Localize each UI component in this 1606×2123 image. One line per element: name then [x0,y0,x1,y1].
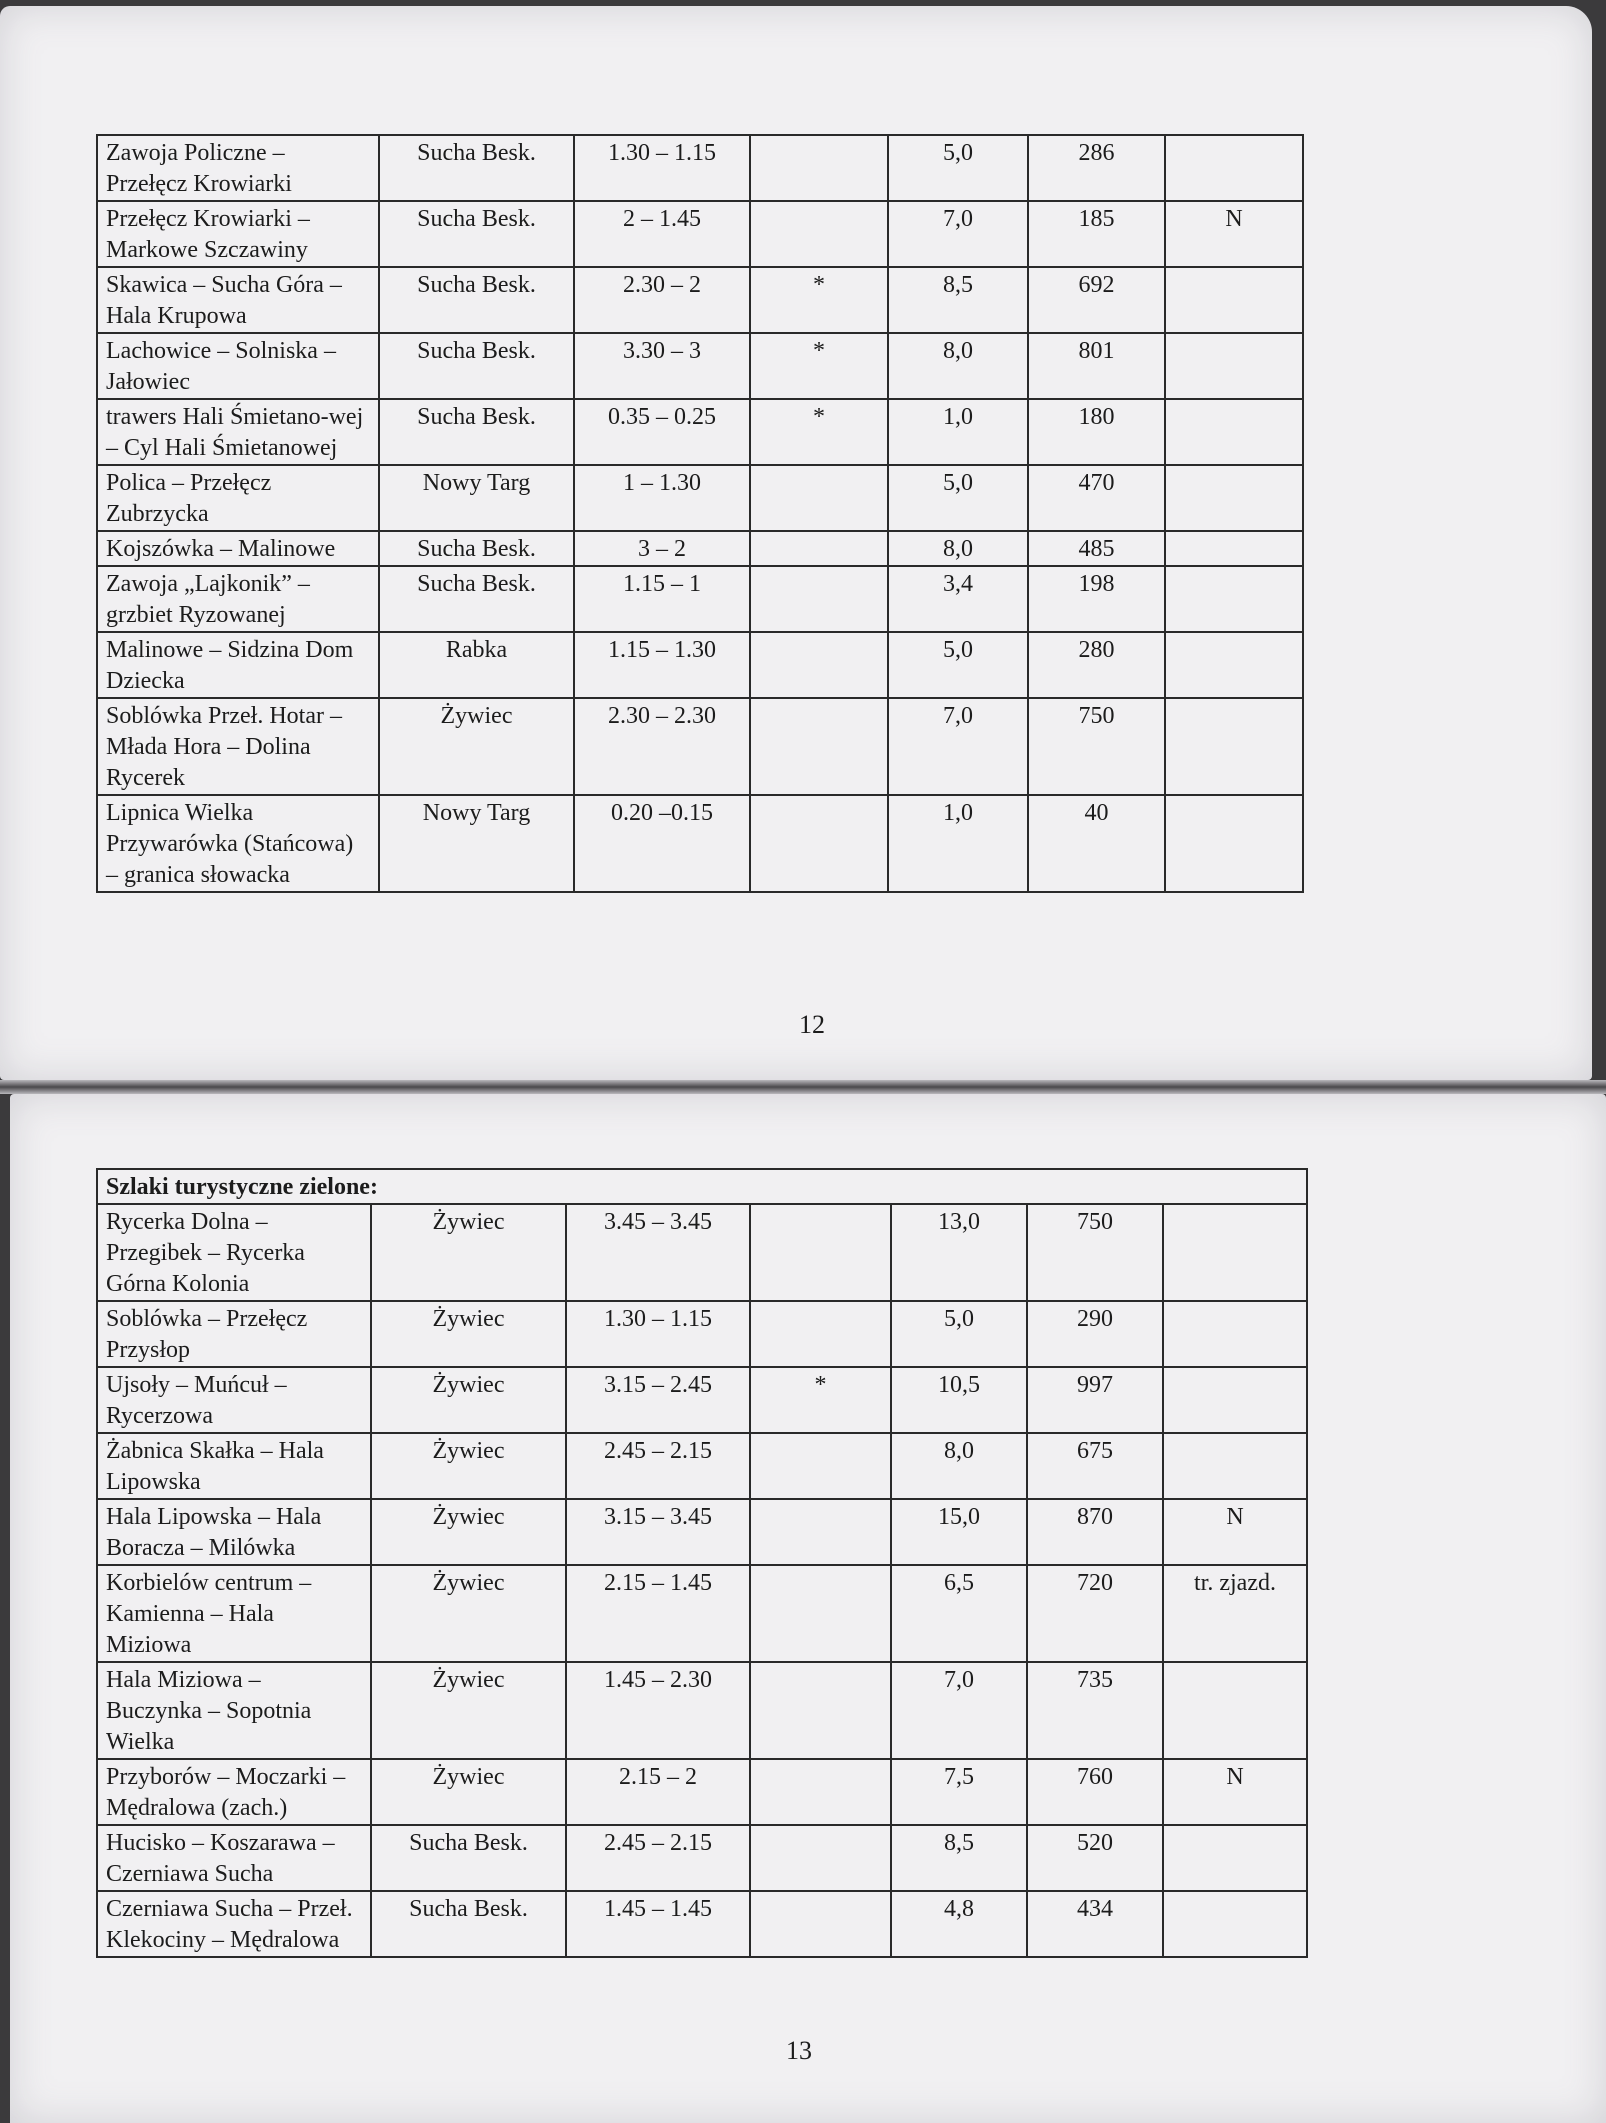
region-cell: Sucha Besk. [371,1891,566,1957]
distance-cell: 5,0 [888,465,1028,531]
difficulty-mark-cell [750,632,888,698]
note-cell [1165,333,1303,399]
distance-cell: 1,0 [888,399,1028,465]
note-cell [1165,632,1303,698]
trail-table-top [96,134,1304,893]
distance-cell: 3,4 [888,566,1028,632]
table-row [97,632,1303,698]
difficulty-mark-cell [750,465,888,531]
elevation-cell: 198 [1028,566,1165,632]
book-gutter [0,1080,1606,1094]
note-cell [1165,465,1303,531]
trail-table-bottom [96,1168,1308,1958]
route-cell: Soblówka – Przełęcz Przysłop [97,1301,371,1367]
route-cell: Korbielów centrum – Kamienna – Hala Miziowa [97,1565,371,1662]
difficulty-mark-cell [750,795,888,892]
distance-cell: 15,0 [891,1499,1027,1565]
elevation-cell: 735 [1027,1662,1163,1759]
elevation-cell: 180 [1028,399,1165,465]
route-cell: Rycerka Dolna – Przegibek – Rycerka Górna Kolonia [97,1204,371,1301]
elevation-cell: 801 [1028,333,1165,399]
table-row [97,1825,1307,1891]
route-cell: Przyborów – Moczarki – Mędralowa (zach.) [97,1759,371,1825]
difficulty-mark-cell [750,531,888,566]
time-cell: 2.30 – 2 [574,267,750,333]
elevation-cell: 290 [1027,1301,1163,1367]
time-cell: 1.45 – 2.30 [566,1662,750,1759]
elevation-cell: 760 [1027,1759,1163,1825]
difficulty-mark-cell [750,1499,891,1565]
route-cell: Hala Lipowska – Hala Boracza – Milówka [97,1499,371,1565]
route-cell: Hucisko – Koszarawa – Czerniawa Sucha [97,1825,371,1891]
time-cell: 0.35 – 0.25 [574,399,750,465]
page-number: 13 [786,2036,812,2065]
route-cell: Malinowe – Sidzina Dom Dziecka [97,632,379,698]
difficulty-mark-cell [750,1565,891,1662]
region-cell: Sucha Besk. [379,267,574,333]
elevation-cell: 720 [1027,1565,1163,1662]
difficulty-mark-cell [750,1204,891,1301]
difficulty-mark-cell [750,201,888,267]
table-row [97,201,1303,267]
table-row [97,399,1303,465]
distance-cell: 8,5 [891,1825,1027,1891]
elevation-cell: 280 [1028,632,1165,698]
region-cell: Żywiec [371,1204,566,1301]
route-cell: Hala Miziowa – Buczynka – Sopotnia Wielka [97,1662,371,1759]
region-cell: Sucha Besk. [379,135,574,201]
region-cell: Żywiec [371,1367,566,1433]
region-cell: Sucha Besk. [379,566,574,632]
note-cell [1165,795,1303,892]
route-cell: Lipnica Wielka Przywarówka (Stańcowa) – granica słowacka [97,795,379,892]
note-cell: N [1163,1759,1307,1825]
elevation-cell: 750 [1027,1204,1163,1301]
note-cell [1163,1433,1307,1499]
region-cell: Sucha Besk. [379,201,574,267]
route-cell: trawers Hali Śmietano-wej – Cyl Hali Śmietanowej [97,399,379,465]
distance-cell: 7,0 [888,201,1028,267]
note-cell [1163,1662,1307,1759]
elevation-cell: 286 [1028,135,1165,201]
time-cell: 2.45 – 2.15 [566,1825,750,1891]
region-cell: Żywiec [371,1565,566,1662]
route-cell: Czerniawa Sucha – Przeł. Klekociny – Mędralowa [97,1891,371,1957]
route-cell: Soblówka Przeł. Hotar – Młada Hora – Dolina Rycerek [97,698,379,795]
time-cell: 3 – 2 [574,531,750,566]
table-row [97,333,1303,399]
route-cell: Ujsoły – Muńcuł – Rycerzowa [97,1367,371,1433]
table-row [97,267,1303,333]
page-number: 12 [799,1010,825,1039]
time-cell: 3.15 – 3.45 [566,1499,750,1565]
note-cell [1163,1204,1307,1301]
route-cell: Żabnica Skałka – Hala Lipowska [97,1433,371,1499]
trail-table-top-body [97,135,1303,892]
region-cell: Żywiec [371,1662,566,1759]
elevation-cell: 692 [1028,267,1165,333]
difficulty-mark-cell [750,1891,891,1957]
region-cell: Żywiec [371,1433,566,1499]
table-row [97,1499,1307,1565]
difficulty-mark-cell [750,698,888,795]
elevation-cell: 185 [1028,201,1165,267]
distance-cell: 6,5 [891,1565,1027,1662]
route-cell: Skawica – Sucha Góra – Hala Krupowa [97,267,379,333]
table-row [97,698,1303,795]
note-cell [1163,1825,1307,1891]
note-cell: N [1165,201,1303,267]
table-row [97,1662,1307,1759]
note-cell [1165,267,1303,333]
time-cell: 1.30 – 1.15 [574,135,750,201]
table-row [97,465,1303,531]
time-cell: 2 – 1.45 [574,201,750,267]
time-cell: 1 – 1.30 [574,465,750,531]
distance-cell: 7,0 [888,698,1028,795]
note-cell [1163,1891,1307,1957]
note-cell: N [1163,1499,1307,1565]
table-row [97,1204,1307,1301]
elevation-cell: 675 [1027,1433,1163,1499]
difficulty-mark-cell [750,1301,891,1367]
distance-cell: 5,0 [888,632,1028,698]
distance-cell: 5,0 [891,1301,1027,1367]
region-cell: Żywiec [379,698,574,795]
table-row [97,1301,1307,1367]
elevation-cell: 750 [1028,698,1165,795]
time-cell: 2.45 – 2.15 [566,1433,750,1499]
note-cell: tr. zjazd. [1163,1565,1307,1662]
table-row [97,566,1303,632]
distance-cell: 10,5 [891,1367,1027,1433]
distance-cell: 5,0 [888,135,1028,201]
table-row [97,531,1303,566]
region-cell: Nowy Targ [379,465,574,531]
note-cell [1163,1301,1307,1367]
distance-cell: 7,5 [891,1759,1027,1825]
distance-cell: 8,0 [891,1433,1027,1499]
time-cell: 3.30 – 3 [574,333,750,399]
difficulty-mark-cell [750,1759,891,1825]
region-cell: Żywiec [371,1759,566,1825]
note-cell [1165,531,1303,566]
region-cell: Sucha Besk. [379,333,574,399]
table-row [97,1759,1307,1825]
time-cell: 3.15 – 2.45 [566,1367,750,1433]
table-row [97,1433,1307,1499]
route-cell: Zawoja „Lajkonik” – grzbiet Ryzowanej [97,566,379,632]
elevation-cell: 470 [1028,465,1165,531]
table-row [97,135,1303,201]
route-cell: Kojszówka – Malinowe [97,531,379,566]
region-cell: Sucha Besk. [379,399,574,465]
time-cell: 1.15 – 1.30 [574,632,750,698]
distance-cell: 1,0 [888,795,1028,892]
section-heading-row [97,1169,1307,1204]
region-cell: Sucha Besk. [371,1825,566,1891]
route-cell: Polica – Przełęcz Zubrzycka [97,465,379,531]
region-cell: Nowy Targ [379,795,574,892]
table-row [97,1891,1307,1957]
elevation-cell: 485 [1028,531,1165,566]
distance-cell: 4,8 [891,1891,1027,1957]
note-cell [1165,698,1303,795]
route-cell: Zawoja Policzne – Przełęcz Krowiarki [97,135,379,201]
difficulty-mark-cell [750,135,888,201]
section-title: Szlaki turystyczne zielone: [97,1169,1307,1204]
region-cell: Rabka [379,632,574,698]
route-cell: Przełęcz Krowiarki – Markowe Szczawiny [97,201,379,267]
time-cell: 1.30 – 1.15 [566,1301,750,1367]
time-cell: 0.20 –0.15 [574,795,750,892]
difficulty-mark-cell [750,1825,891,1891]
elevation-cell: 520 [1027,1825,1163,1891]
difficulty-mark-cell: * [750,399,888,465]
table-row [97,1367,1307,1433]
distance-cell: 13,0 [891,1204,1027,1301]
time-cell: 1.15 – 1 [574,566,750,632]
difficulty-mark-cell: * [750,333,888,399]
note-cell [1165,566,1303,632]
difficulty-mark-cell: * [750,1367,891,1433]
region-cell: Sucha Besk. [379,531,574,566]
difficulty-mark-cell [750,1433,891,1499]
region-cell: Żywiec [371,1499,566,1565]
region-cell: Żywiec [371,1301,566,1367]
distance-cell: 8,5 [888,267,1028,333]
trail-table-bottom-body [97,1169,1307,1957]
distance-cell: 7,0 [891,1662,1027,1759]
time-cell: 2.15 – 2 [566,1759,750,1825]
route-cell: Lachowice – Solniska – Jałowiec [97,333,379,399]
note-cell [1165,399,1303,465]
difficulty-mark-cell [750,566,888,632]
elevation-cell: 870 [1027,1499,1163,1565]
distance-cell: 8,0 [888,531,1028,566]
distance-cell: 8,0 [888,333,1028,399]
elevation-cell: 40 [1028,795,1165,892]
difficulty-mark-cell: * [750,267,888,333]
table-row [97,795,1303,892]
time-cell: 3.45 – 3.45 [566,1204,750,1301]
time-cell: 2.15 – 1.45 [566,1565,750,1662]
note-cell [1163,1367,1307,1433]
time-cell: 2.30 – 2.30 [574,698,750,795]
elevation-cell: 997 [1027,1367,1163,1433]
note-cell [1165,135,1303,201]
time-cell: 1.45 – 1.45 [566,1891,750,1957]
difficulty-mark-cell [750,1662,891,1759]
table-row [97,1565,1307,1662]
elevation-cell: 434 [1027,1891,1163,1957]
